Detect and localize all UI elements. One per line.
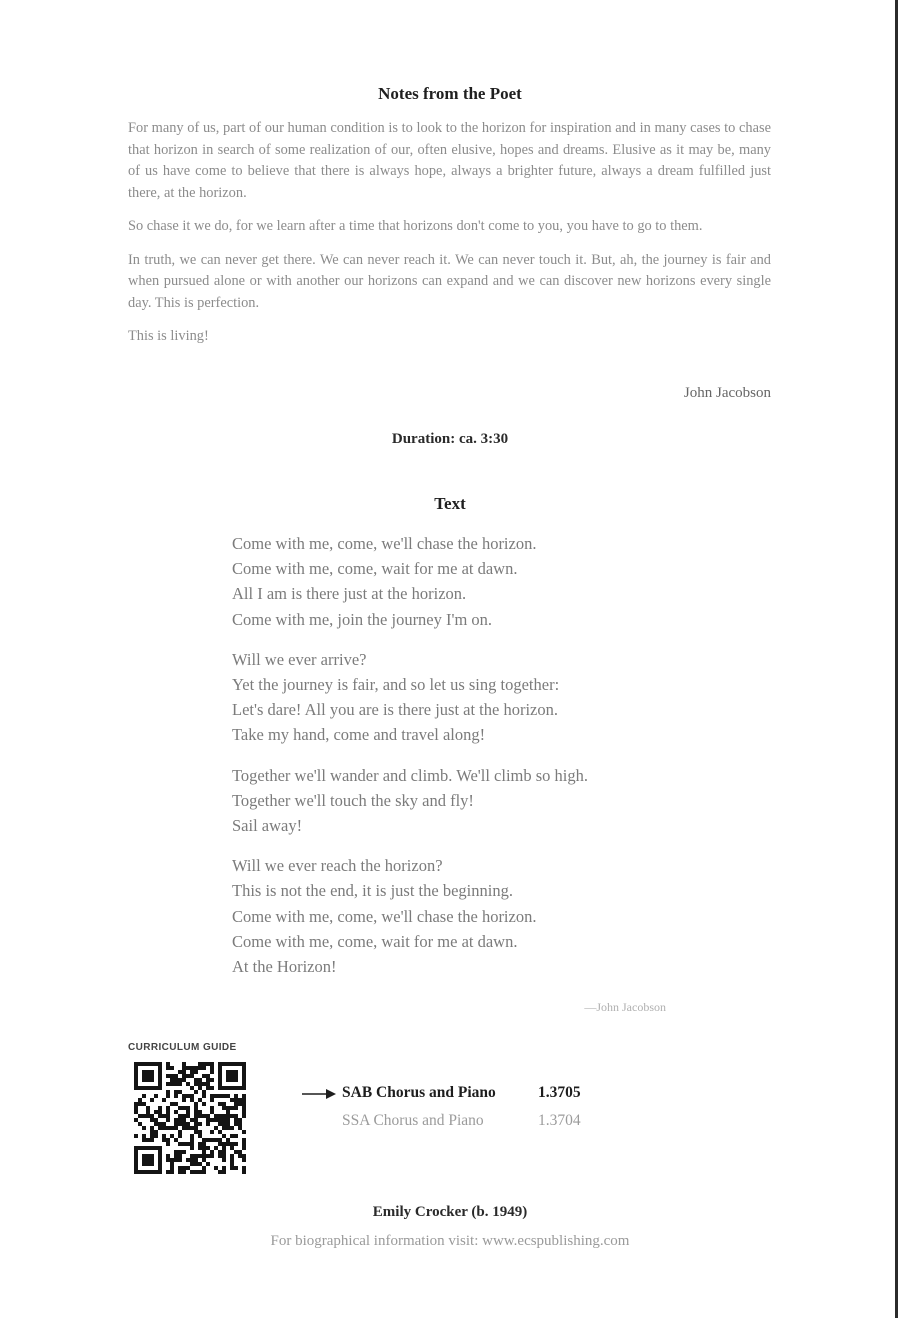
poem-line: Sail away! — [232, 816, 303, 836]
poem-line: Come with me, come, wait for me at dawn. — [232, 559, 518, 579]
stanza — [232, 647, 702, 748]
stanza — [232, 531, 702, 632]
notes-title: Notes from the Poet — [378, 84, 522, 103]
edition-ssa[interactable] — [302, 1112, 602, 1140]
notes-paragraph: So chase it we do, for we learn after a time that horizons don't come to you, you have to go to them. — [128, 218, 703, 234]
notes-paragraph: This is living! — [128, 328, 209, 344]
poem-line: Yet the journey is fair, and so let us sing together: — [232, 675, 560, 695]
poem-line: Come with me, come, we'll chase the horizon. — [232, 906, 537, 926]
notes-paragraph: In truth, we can never get there. We can never reach it. We can never touch it. But, ah, the journey is fair and when pursued alone or with another our horizons can expand and we can discover new horizons every single day. This is perfection. — [128, 251, 771, 311]
qr-code-icon[interactable] — [134, 1062, 246, 1174]
duration: Duration: ca. 3:30 — [391, 431, 509, 447]
poem-line: Let's dare! All you are is there just at the horizon. — [232, 700, 558, 720]
edition-name: SSA Chorus and Piano — [342, 1112, 484, 1129]
biography-link[interactable]: For biographical information visit: www.ecspublishing.com — [270, 1233, 630, 1249]
poem-line: Together we'll touch the sky and fly! — [232, 790, 474, 810]
poem-line: Come with me, come, wait for me at dawn. — [232, 931, 518, 951]
poem-line: Come with me, come, we'll chase the horizon. — [232, 534, 537, 553]
edition-list — [302, 1084, 602, 1140]
text-title: Text — [434, 494, 466, 513]
arrow-right-icon — [302, 1088, 336, 1100]
poem-line: At the Horizon! — [232, 957, 337, 977]
poem-line: Will we ever arrive? — [232, 649, 367, 669]
edition-number: 1.3704 — [538, 1112, 581, 1129]
curriculum-guide-label: CURRICULUM GUIDE — [128, 1042, 237, 1053]
poem-line: All I am is there just at the horizon. — [232, 584, 467, 604]
poem-line: Come with me, join the journey I'm on. — [232, 609, 493, 629]
composer-credit: Emily Crocker (b. 1949) — [372, 1204, 528, 1220]
poem-credit: —John Jacobson — [584, 1000, 666, 1014]
poet-notes — [128, 118, 771, 360]
edition-number: 1.3705 — [538, 1084, 581, 1101]
poem-line: This is not the end, it is just the beginning. — [232, 881, 513, 901]
notes-paragraph: For many of us, part of our human condition is to look to the horizon for inspiration and in many cases to chase that horizon in search of some realization of our, often elusive, hopes and dreams. Elusive as it may be, many of us have come to believe that there is always hope, always a brighter future, always a dream fulfilled just there, at the horizon. — [128, 120, 771, 201]
stanza — [232, 853, 702, 979]
poem-line: Will we ever reach the horizon? — [232, 856, 443, 876]
poet-signature: John Jacobson — [683, 385, 771, 401]
edition-sab[interactable] — [302, 1084, 602, 1112]
poem-line: Together we'll wander and climb. We'll climb so high. — [232, 765, 588, 785]
edition-name: SAB Chorus and Piano — [342, 1084, 496, 1101]
poem-line: Take my hand, come and travel along! — [232, 725, 486, 745]
stanza — [232, 763, 702, 839]
poem-text — [232, 531, 702, 994]
